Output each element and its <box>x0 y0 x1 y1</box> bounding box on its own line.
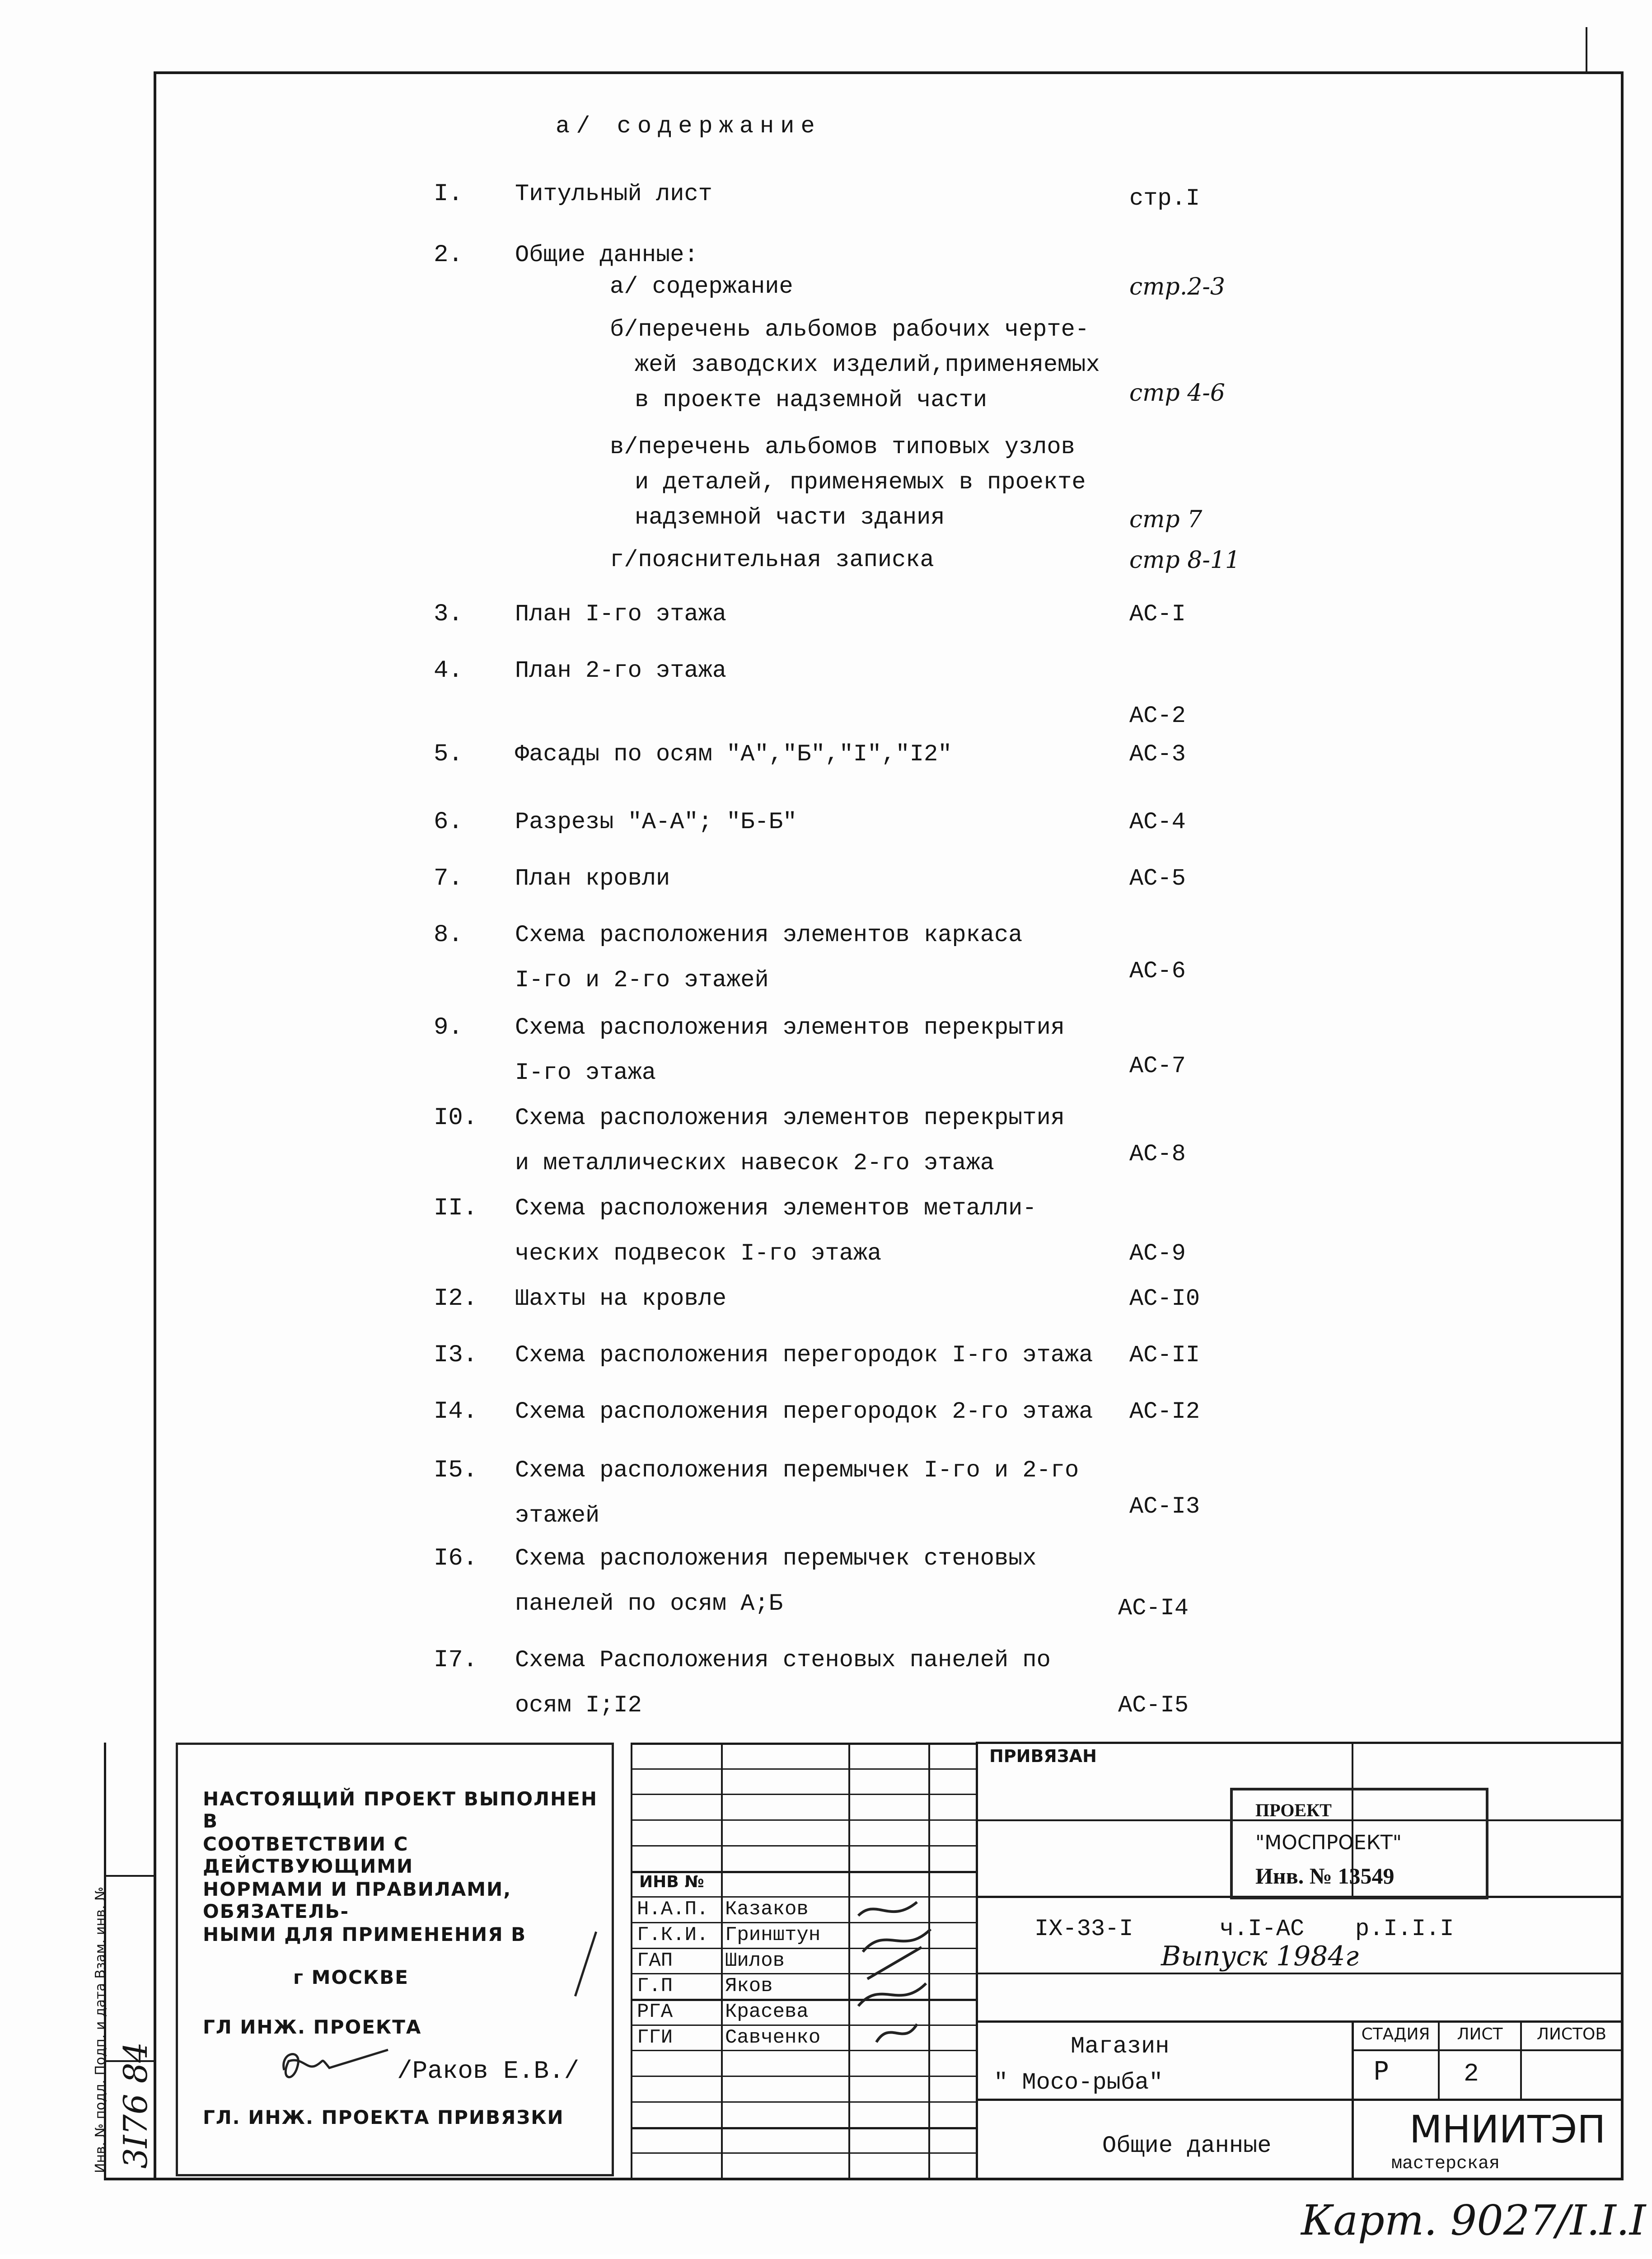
tb-line <box>976 1973 1623 1974</box>
grid-hline <box>631 2127 977 2129</box>
toc-entry-number: 8. <box>434 921 463 949</box>
toc-entry-title: Титульный лист <box>515 181 712 207</box>
toc-entry-title: а/ содержание <box>610 273 793 300</box>
signature-name: Шилов <box>725 1949 785 1972</box>
grid-hline <box>631 2178 977 2179</box>
toc-entry-title: Схема расположения элементов металли- <box>515 1195 1037 1222</box>
grid-hline <box>631 1819 977 1821</box>
toc-entry-number: 6. <box>434 808 463 836</box>
note-line: СООТВЕТСТВИИ С ДЕЙСТВУЮЩИМИ <box>203 1833 414 1877</box>
stage-value: Р <box>1373 2057 1389 2086</box>
signature-role: Н.А.П. <box>637 1898 709 1921</box>
chief-signature <box>275 2043 393 2097</box>
signature-role: РГА <box>637 2001 673 2023</box>
toc-entry-title: Схема расположения перемычек I-го и 2-го <box>515 1457 1079 1484</box>
signature-role: ГАП <box>637 1949 673 1972</box>
stamp-line: ПРОЕКТ <box>1255 1800 1332 1820</box>
toc-entry-number: 4. <box>434 657 463 684</box>
toc-entry-title: Фасады по осям "А","Б","I","I2" <box>515 741 952 768</box>
toc-entry-title: Схема расположения перемычек стеновых <box>515 1545 1037 1572</box>
toc-entry-number: 7. <box>434 865 463 892</box>
stage-label: СТАДИЯ <box>1361 2025 1430 2043</box>
signature-role: Г.П <box>637 1975 673 1998</box>
project-code: IX-33-I <box>1034 1916 1133 1942</box>
toc-entry-page: АС-7 <box>1129 1053 1186 1079</box>
toc-entry-number: 5. <box>434 741 463 768</box>
frame-left <box>154 71 156 2179</box>
privyazan-label: ПРИВЯЗАН <box>989 1746 1097 1766</box>
toc-entry-title: I-го и 2-го этажей <box>515 967 769 994</box>
toc-entry-title: План I-го этажа <box>515 601 727 628</box>
signature-role: ГГИ <box>637 2026 673 2049</box>
toc-entry-number: I6. <box>434 1545 478 1572</box>
stamp-inventory: Инв. № 13549 <box>1255 1863 1395 1889</box>
note-city: г МОСКВЕ <box>293 1966 409 1988</box>
toc-entry-title: жей заводских изделий,применяемых <box>635 352 1100 378</box>
note-line: НЫМИ ДЛЯ ПРИМЕНЕНИЯ В <box>203 1923 527 1945</box>
sheet-label: ЛИСТ <box>1457 2025 1503 2043</box>
toc-entry-number: I2. <box>434 1285 478 1312</box>
object-name: Магазин <box>1071 2033 1170 2060</box>
toc-entry-title: План 2-го этажа <box>515 657 727 684</box>
tb-left <box>976 1743 978 2179</box>
sheet-title: Общие данные <box>1102 2132 1272 2159</box>
toc-entry-title: г/пояснительная записка <box>610 547 934 573</box>
tb-line <box>976 2020 1623 2023</box>
frame-top <box>154 71 1623 74</box>
archive-note: Карт. 9027/I.I.I <box>1301 2196 1646 2245</box>
toc-entry-title: Схема Расположения стеновых панелей по <box>515 1647 1051 1673</box>
toc-entry-title: надземной части здания <box>635 504 945 531</box>
toc-entry-title: I-го этажа <box>515 1059 656 1086</box>
toc-entry-page: АС-3 <box>1129 741 1186 768</box>
signature-name: Красева <box>725 2001 809 2023</box>
signature-name: Гринштун <box>725 1923 821 1946</box>
toc-entry-page: АС-I4 <box>1118 1595 1189 1622</box>
toc-entry-title: Разрезы "А-А"; "Б-Б" <box>515 809 797 835</box>
toc-entry-number: 2. <box>434 241 463 269</box>
toc-entry-number: I5. <box>434 1457 478 1484</box>
toc-entry-page: стр 4-6 <box>1129 380 1225 407</box>
toc-entry-page: стр.2-3 <box>1129 273 1225 300</box>
toc-entry-title: этажей <box>515 1502 600 1529</box>
tb-vline <box>1352 2020 1354 2179</box>
toc-entry-page: АС-I5 <box>1118 1692 1189 1719</box>
toc-entry-page: АС-4 <box>1129 809 1186 835</box>
object-name: " Мосо-рыба" <box>994 2069 1163 2096</box>
signature-name: Казаков <box>725 1898 809 1921</box>
toc-entry-page: АС-I2 <box>1129 1398 1200 1425</box>
signature-role: Г.К.И. <box>637 1923 709 1946</box>
signatures-handwritten <box>849 1898 940 2060</box>
toc-entry-page: стр 7 <box>1129 506 1203 533</box>
chief-engineer-name: /Раков Е.В./ <box>397 2057 580 2086</box>
frame-right <box>1621 71 1624 2179</box>
toc-entry-page: стр 8-11 <box>1129 547 1240 574</box>
tb-line <box>976 2099 1623 2101</box>
toc-header: а/ содержание <box>556 113 821 140</box>
approval-stamp <box>1230 1788 1488 1899</box>
toc-entry-title: Схема расположения элементов перекрытия <box>515 1105 1065 1131</box>
grid-hline <box>631 1743 977 1745</box>
toc-entry-page: АС-I <box>1129 601 1186 628</box>
grid-vline <box>721 1743 723 2179</box>
organization-name: МНИИТЭП <box>1409 2107 1606 2151</box>
slash-mark <box>574 1931 597 1997</box>
toc-entry-number: 9. <box>434 1014 463 1041</box>
compliance-note-box <box>176 1743 614 2176</box>
project-part: ч.I-АС <box>1220 1916 1305 1942</box>
grid-hline <box>631 1845 977 1847</box>
toc-entry-page: АС-II <box>1129 1342 1200 1369</box>
toc-entry-page: АС-9 <box>1129 1240 1186 1267</box>
chief-engineer-label: ГЛ ИНЖ. ПРОЕКТА <box>203 2016 422 2038</box>
grid-hline <box>631 2101 977 2103</box>
toc-entry-title: ческих подвесок I-го этажа <box>515 1240 882 1267</box>
toc-entry-page: АС-6 <box>1129 958 1186 984</box>
signature-name: Яков <box>725 1975 773 1998</box>
grid-hline <box>631 1768 977 1770</box>
toc-entry-number: I3. <box>434 1341 478 1369</box>
side-strip-divider <box>104 1875 154 1877</box>
toc-entry-title: Общие данные: <box>515 242 698 268</box>
tb-line <box>1352 2049 1623 2051</box>
toc-entry-number: I7. <box>434 1646 478 1674</box>
project-section: р.I.I.I <box>1355 1916 1454 1942</box>
toc-entry-number: I4. <box>434 1398 478 1425</box>
toc-entry-page: АС-8 <box>1129 1141 1186 1167</box>
toc-entry-title: Схема расположения перегородок I-го этажа <box>515 1342 1093 1369</box>
toc-entry-title: и деталей, применяемых в проекте <box>635 469 1086 496</box>
stamp-line: "МОСПРОЕКТ" <box>1255 1831 1402 1854</box>
toc-entry-title: осям I;I2 <box>515 1692 642 1719</box>
toc-entry-title: в проекте надземной части <box>635 387 987 413</box>
toc-entry-title: и металлических навесок 2-го этажа <box>515 1150 994 1176</box>
toc-entry-title: Схема расположения перегородок 2-го этажа <box>515 1398 1093 1425</box>
corner-mark <box>1586 27 1587 72</box>
organization-subtitle: мастерская <box>1391 2154 1500 2174</box>
toc-entry-page: АС-I3 <box>1129 1493 1200 1520</box>
grid-hline <box>631 2076 977 2077</box>
grid-hline <box>631 2152 977 2154</box>
toc-entry-number: II. <box>434 1195 478 1222</box>
toc-entry-title: Схема расположения элементов каркаса <box>515 922 1023 948</box>
toc-entry-number: I. <box>434 180 463 208</box>
tb-top <box>976 1742 1623 1744</box>
toc-entry-title: панелей по осям А;Б <box>515 1590 783 1617</box>
toc-entry-page: АС-I0 <box>1129 1285 1200 1312</box>
sheet-value: 2 <box>1464 2059 1479 2088</box>
toc-entry-page: АС-5 <box>1129 865 1186 892</box>
toc-entry-title: б/перечень альбомов рабочих черте- <box>610 316 1089 343</box>
sheets-label: ЛИСТОВ <box>1536 2025 1607 2043</box>
side-strip-label: Инв. № подл. Подп. и дата Взам. инв. № <box>93 1886 108 2173</box>
issue-year: Выпуск 1984г <box>1161 1940 1359 1972</box>
grid-hline <box>631 1794 977 1795</box>
note-line: НОРМАМИ И ПРАВИЛАМИ, ОБЯЗАТЕЛЬ- <box>203 1878 512 1922</box>
toc-entry-page: стр.I <box>1129 185 1200 212</box>
note-line: НАСТОЯЩИЙ ПРОЕКТ ВЫПОЛНЕН В <box>203 1788 598 1832</box>
toc-entry-title: Схема расположения элементов перекрытия <box>515 1014 1065 1041</box>
signature-name: Савченко <box>725 2026 821 2049</box>
toc-entry-title: в/перечень альбомов типовых узлов <box>610 434 1075 460</box>
binding-engineer-label: ГЛ. ИНЖ. ПРОЕКТА ПРИВЯЗКИ <box>203 2106 564 2128</box>
toc-entry-page: АС-2 <box>1129 703 1186 729</box>
toc-entry-number: I0. <box>434 1104 478 1132</box>
toc-entry-title: План кровли <box>515 865 670 892</box>
grid-vline <box>631 1743 632 2179</box>
inventory-label: ИНВ № <box>639 1872 704 1891</box>
toc-entry-number: 3. <box>434 600 463 628</box>
side-inventory-number: 3I76 84 <box>117 2042 154 2169</box>
toc-entry-title: Шахты на кровле <box>515 1285 727 1312</box>
